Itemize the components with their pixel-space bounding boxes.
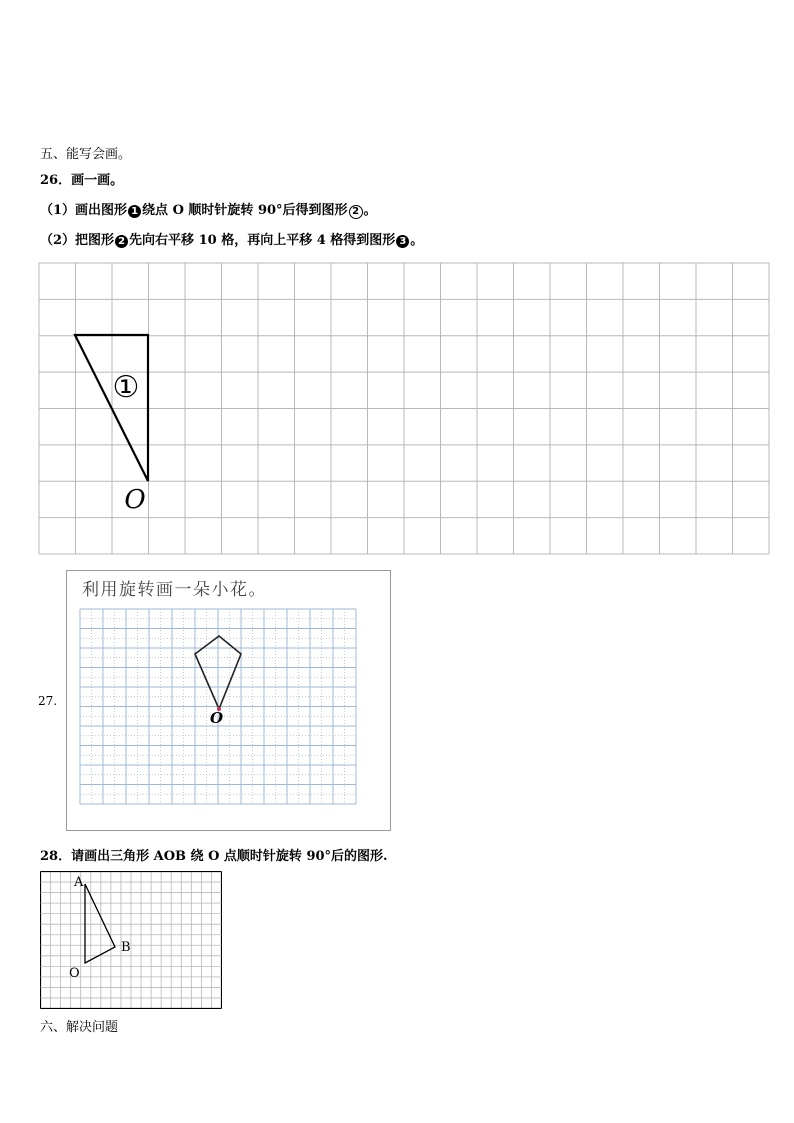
point-b-label: B — [121, 940, 131, 955]
shape-3-icon: 3 — [396, 235, 409, 248]
question-26-title: 26．画一画。 — [40, 173, 124, 188]
question-26-grid — [38, 262, 770, 555]
part2-end: 。 — [410, 233, 424, 248]
part1-mid: 绕点 O 顺时针旋转 90°后得到图形 — [142, 203, 348, 218]
question-27-title: 利用旋转画一朵小花。 — [82, 580, 267, 600]
part2-mid: 先向右平移 10 格，再向上平移 4 格得到图形 — [129, 233, 396, 248]
shape-2-icon: 2 — [115, 235, 128, 248]
question-28-grid — [40, 871, 222, 1009]
question-28-title: 28．请画出三角形 AOB 绕 O 点顺时针旋转 90°后的图形. — [40, 849, 388, 864]
section-six-heading: 六、解决问题 — [40, 1020, 119, 1035]
part1-end: 。 — [363, 203, 377, 218]
part1-prefix: （1）画出图形 — [40, 203, 128, 218]
point-o-label: O — [69, 966, 80, 981]
question-27-figure — [66, 570, 391, 831]
question-27-number: 27. — [38, 694, 58, 708]
grid-lines — [41, 872, 222, 1009]
question-26-part-1 — [40, 199, 377, 219]
point-o-label: O — [210, 709, 224, 727]
shape-1-label: ① — [112, 370, 140, 405]
shape-1-icon: 1 — [128, 205, 141, 218]
section-five-heading: 五、能写会画。 — [40, 147, 132, 162]
question-26-part-2 — [40, 229, 423, 248]
point-o-label: O — [124, 485, 146, 515]
point-a-label: A — [74, 875, 84, 890]
part2-prefix: （2）把图形 — [40, 233, 115, 248]
shape-2-icon: 2 — [349, 205, 363, 219]
